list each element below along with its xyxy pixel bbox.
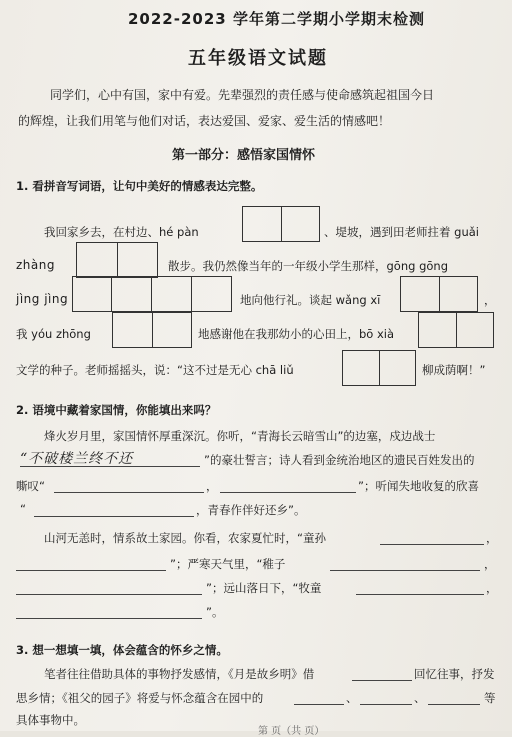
blank-line[interactable] — [428, 704, 480, 705]
question-2-prompt: 2. 语境中藏着家国情，你能填出来吗？ — [16, 403, 217, 417]
q1-line-3-b: 地向他行礼。谈起 wǎng xī — [240, 293, 381, 307]
q2-line-5: 山河无恙时，情系故土家园。你看，农家夏忙时，“童孙 — [44, 531, 326, 545]
page-title: 五年级语文试题 — [188, 48, 328, 69]
intro-line-2: 的辉煌，让我们用笔与他们对话，表达爱国、爱家、爱生活的情感吧！ — [18, 114, 391, 128]
answer-box-youzhong[interactable] — [112, 312, 192, 348]
q1-line-5-b: 柳成荫啊！” — [422, 363, 486, 377]
page-footer: 第 页（共 页） — [258, 726, 325, 737]
q2-line-6-b: ”；严寒天气里，“稚子 — [170, 557, 286, 571]
q3-line-1-b: 回忆往事，抒发 — [414, 667, 495, 681]
blank-line[interactable] — [20, 466, 200, 467]
q2-line-4-b: ，青春作伴好还乡”。 — [196, 503, 306, 517]
blank-line[interactable] — [352, 680, 412, 681]
q3-line-3: 具体事物中。 — [16, 713, 85, 727]
blank-line[interactable] — [16, 618, 202, 619]
blank-line[interactable] — [16, 594, 202, 595]
q2-line-2-b: ”的豪壮誓言；诗人看到金统治地区的遗民百姓发出的 — [204, 453, 475, 467]
part-1-heading: 第一部分：感悟家国情怀 — [172, 148, 316, 163]
answer-box-boxia[interactable] — [418, 312, 494, 348]
intro-line-1: 同学们，心中有国，家中有爱。先辈强烈的责任感与使命感筑起祖国今日 — [50, 88, 435, 102]
q2-line-5-end: ， — [486, 531, 498, 545]
answer-box-chaliu[interactable] — [342, 350, 416, 386]
q1-line-4-a: 我 yóu zhōng — [16, 327, 91, 341]
q2-line-3-a: 嘶叹“ — [16, 479, 45, 493]
blank-line[interactable] — [220, 492, 356, 493]
question-1-prompt: 1. 看拼音写词语，让句中美好的情感表达完整。 — [16, 179, 263, 193]
q1-line-2-b: 散步。我仍然像当年的一年级小学生那样，gōng gōng — [168, 259, 449, 273]
q1-line-5-a: 文学的种子。老师摇摇头，说：“这不过是无心 chā liǔ — [16, 363, 294, 377]
answer-box-gonggongjingjing[interactable] — [72, 276, 232, 312]
q3-line-2-d: 等 — [484, 691, 496, 705]
q1-line-1-b: 、堤坡，遇到田老师拄着 guǎi — [324, 225, 479, 239]
q1-line-3-a: jìng jìng — [16, 292, 69, 306]
blank-line[interactable] — [356, 594, 484, 595]
question-3-prompt: 3. 想一想填一填，体会蕴含的怀乡之情。 — [16, 643, 228, 657]
answer-box-guaizhang[interactable] — [76, 242, 158, 278]
q2-line-4-a: “ — [20, 502, 26, 516]
q2-line-6-c: ， — [484, 557, 496, 571]
answer-box-hepan[interactable] — [242, 206, 320, 242]
q2-line-7-b: ”；远山落日下，“牧童 — [206, 581, 322, 595]
q1-line-3-c: ， — [484, 293, 496, 307]
q1-line-2-a: zhàng — [16, 258, 55, 272]
q1-line-4-b: 地感谢他在我那幼小的心田上，bō xià — [198, 327, 395, 341]
q3-line-2-c: 、 — [414, 691, 426, 705]
q2-line-3-b: ， — [206, 479, 218, 493]
handwritten-answer: “不破楼兰终不还 — [20, 451, 134, 467]
blank-line[interactable] — [380, 544, 484, 545]
q3-line-2-a: 思乡情；《祖父的园子》将爱与怀念蕴含在园中的 — [16, 691, 264, 705]
q3-line-1-a: 笔者往往借助具体的事物抒发感情，《月是故乡明》借 — [44, 667, 315, 681]
blank-line[interactable] — [16, 570, 166, 571]
blank-line[interactable] — [34, 516, 194, 517]
blank-line[interactable] — [54, 492, 204, 493]
q1-line-1-a: 我回家乡去，在村边、hé pàn — [44, 225, 199, 239]
q2-line-8-b: ”。 — [206, 605, 224, 619]
q2-line-3-c: ”；听闻失地收复的欣喜 — [358, 479, 479, 493]
blank-line[interactable] — [330, 570, 480, 571]
blank-line[interactable] — [360, 704, 412, 705]
q2-line-7-c: ， — [486, 581, 498, 595]
answer-box-wangxi[interactable] — [400, 276, 478, 312]
q2-line-1: 烽火岁月里，家国情怀厚重深沉。你听，“青海长云暗雪山”的边塞，戍边战士 — [44, 429, 436, 443]
q3-line-2-b: 、 — [346, 691, 358, 705]
blank-line[interactable] — [294, 704, 344, 705]
exam-header: 2022-2023 学年第二学期小学期末检测 — [128, 10, 425, 28]
